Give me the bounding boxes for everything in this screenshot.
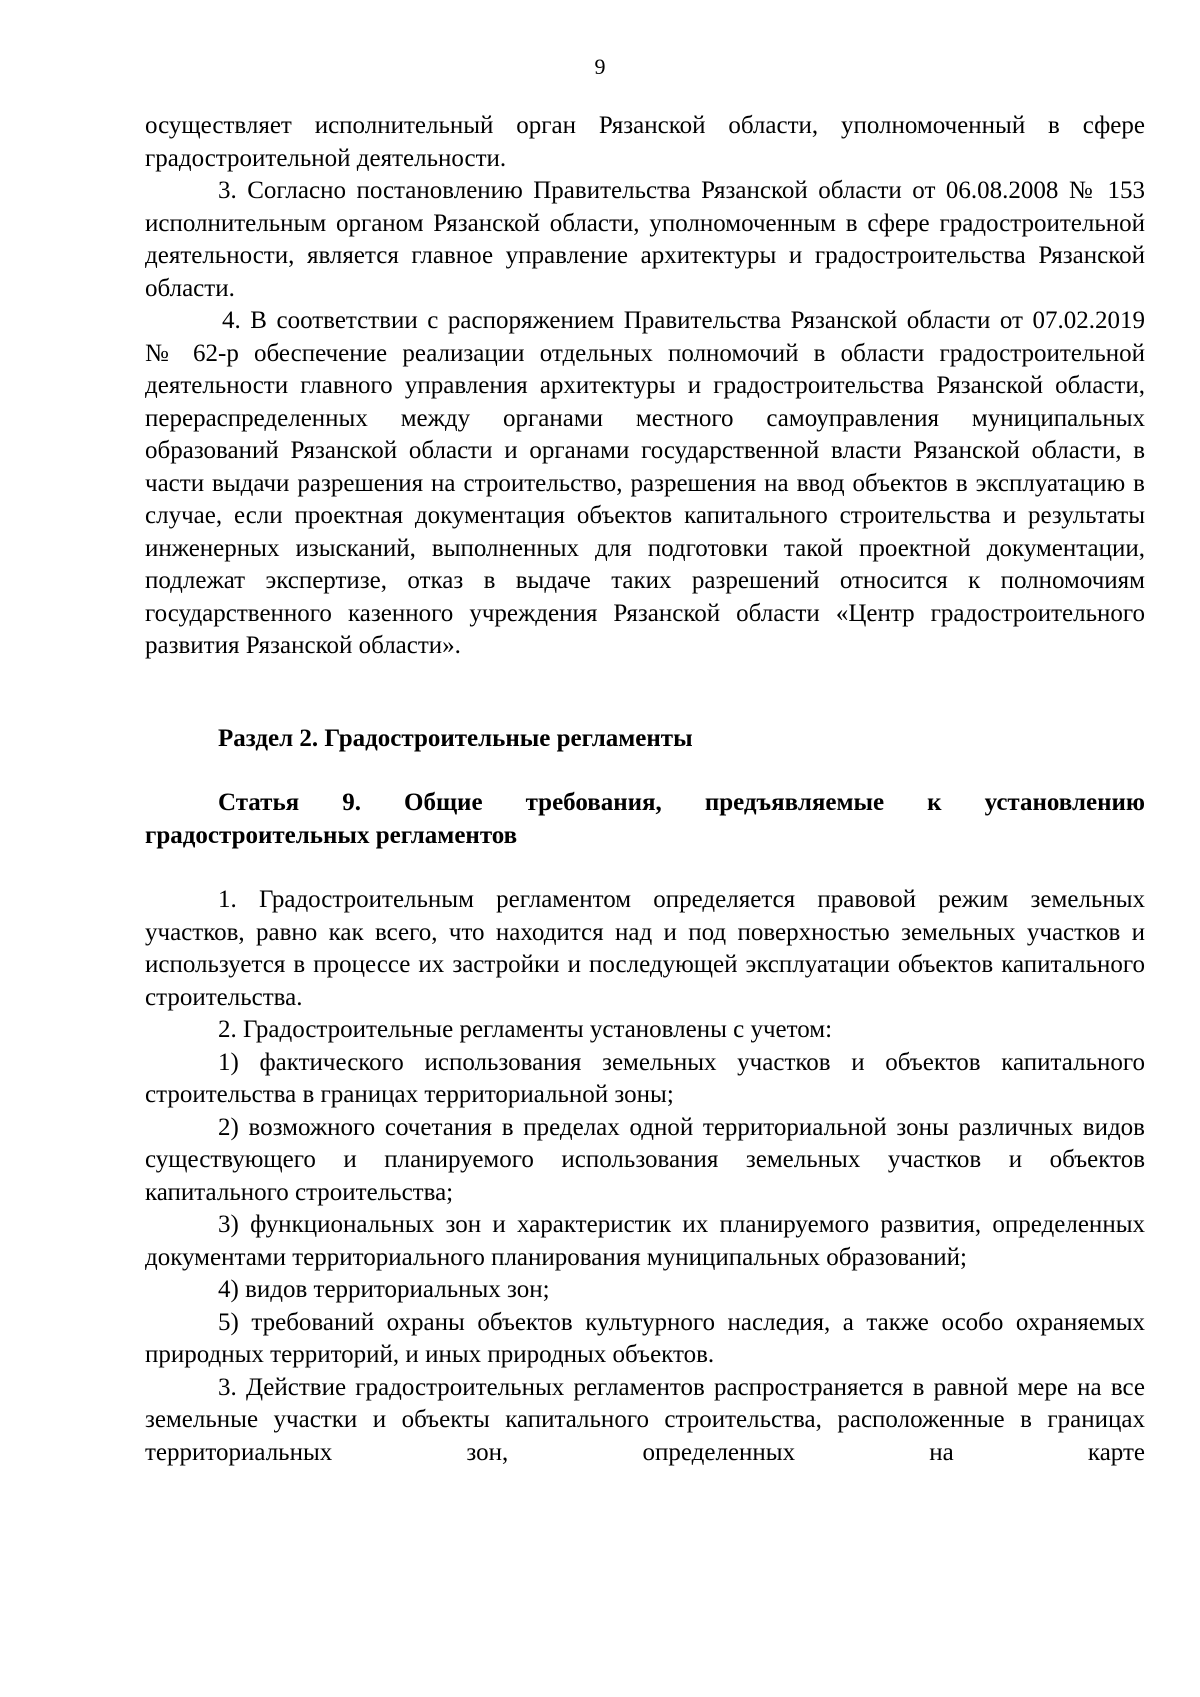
page-number: 9 bbox=[594, 54, 606, 79]
paragraph-item-4: 4. В соответствии с распоряжением Правительства Рязанской области от 07.02.2019 № 62-р обеспечение реализации отдельных полномочий в области градостроительной деятельности главного управления архитектуры и градостроительства Рязанской области, перераспределенных между органами местного самоуправления муниципальных образований Рязанской области и органами государственной власти Рязанской области, в части выдачи разрешения на строительство, разрешения на ввод объектов в эксплуатацию в случае, если проектная документация объектов капитального строительства и результаты инженерных изысканий, выполненных для подготовки такой проектной документации, подлежат экспертизе, отказ в выдаче таких разрешений относится к полномочиям государственного казенного учреждения Рязанской области «Центр градостроительного развития Рязанской области». bbox=[145, 307, 1145, 659]
paragraph-continuation: осуществляет исполнительный орган Рязанской области, уполномоченный в сфере градостроительной деятельности. bbox=[145, 112, 1145, 172]
list-item-3: 3) функциональных зон и характеристик их планируемого развития, определенных документами территориального планирования муниципальных образований; bbox=[145, 1211, 1145, 1271]
list-item-5: 5) требований охраны объектов культурного наследия, а также особо охраняемых природных территорий, и иных природных объектов. bbox=[145, 1308, 1145, 1368]
document-body bbox=[145, 110, 1145, 1469]
article-item-1: 1. Градостроительным регламентом определяется правовой режим земельных участков, равно как всего, что находится над и под поверхностью земельных участков и используется в процессе их застройки и последующей эксплуатации объектов капитального строительства. bbox=[145, 886, 1145, 1011]
list-item-2: 2) возможного сочетания в пределах одной территориальной зоны различных видов существующего и планируемого использования земельных участков и объектов капитального строительства; bbox=[145, 1113, 1145, 1206]
section-title: Раздел 2. Градостроительные регламенты bbox=[218, 724, 693, 752]
article-item-2: 2. Градостроительные регламенты установлены с учетом: bbox=[218, 1016, 833, 1043]
article-title: Статья 9. Общие требования, предъявляемые к установлению градостроительных регламентов bbox=[145, 789, 1145, 849]
paragraph-item-3: 3. Согласно постановлению Правительства Рязанской области от 06.08.2008 № 153 исполнительным органом Рязанской области, уполномоченным в сфере градостроительной деятельности, является главное управление архитектуры и градостроительства Рязанской области. bbox=[145, 177, 1145, 302]
list-item-1: 1) фактического использования земельных участков и объектов капитального строительства в границах территориальной зоны; bbox=[145, 1048, 1145, 1108]
list-item-4: 4) видов территориальных зон; bbox=[218, 1276, 550, 1303]
article-item-3: 3. Действие градостроительных регламентов распространяется в равной мере на все земельные участки и объекты капитального строительства, расположенные в границах территориальных зон, определенных на карте bbox=[145, 1373, 1145, 1466]
